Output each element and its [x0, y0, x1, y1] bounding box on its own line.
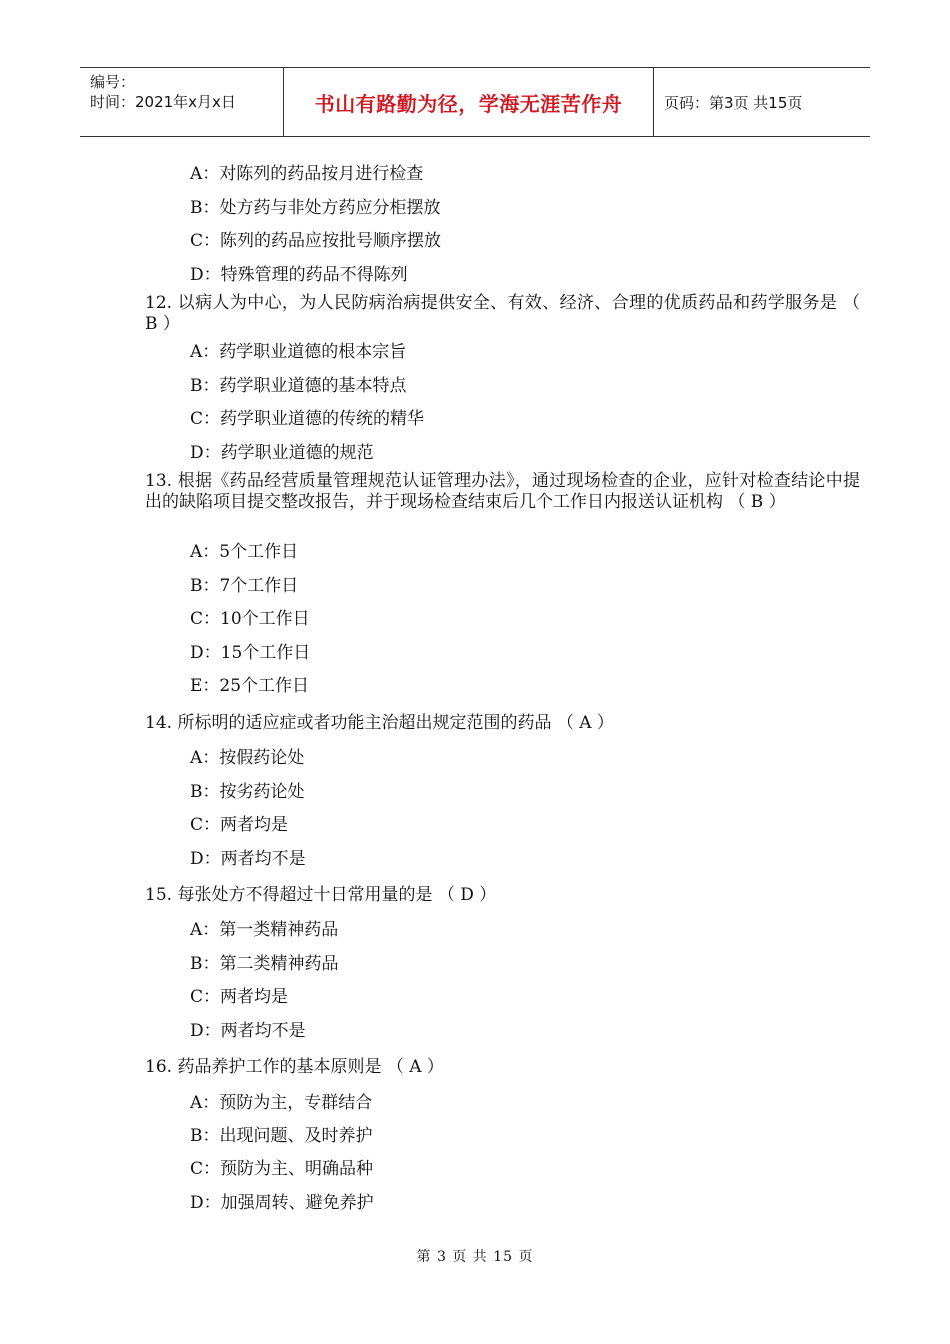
- option: B：第二类精神药品: [190, 954, 339, 974]
- option: A：预防为主，专群结合: [190, 1093, 373, 1113]
- option: D：15个工作日: [190, 643, 311, 663]
- option: C：药学职业道德的传统的精华: [190, 409, 425, 429]
- question-13: 13. 根据《药品经营质量管理规范认证管理办法》，通过现场检查的企业，应针对检查结论中提出的缺陷项目提交整改报告，并于现场检查结束后几个工作日内报送认证机构 （ B ）: [145, 471, 860, 512]
- question-12: 12. 以病人为中心，为人民防病治病提供安全、有效、经济、合理的优质药品和药学服务是 （ B ）: [145, 293, 860, 334]
- question-16: 16. 药品养护工作的基本原则是 （ A ）: [145, 1057, 444, 1077]
- option: C：预防为主、明确品种: [190, 1159, 374, 1179]
- option: A：第一类精神药品: [190, 920, 339, 940]
- option: D：两者均不是: [190, 1021, 306, 1041]
- option: A：药学职业道德的根本宗旨: [190, 342, 407, 362]
- option: B：7个工作日: [190, 576, 299, 596]
- option: B：药学职业道德的基本特点: [190, 376, 407, 396]
- page-header: [80, 67, 870, 137]
- question-14: 14. 所标明的适应症或者功能主治超出规定范围的药品 （ A ）: [145, 713, 614, 733]
- option: A：按假药论处: [190, 748, 305, 768]
- option: C：陈列的药品应按批号顺序摆放: [190, 231, 442, 251]
- header-meta: [80, 68, 283, 136]
- question-15: 15. 每张处方不得超过十日常用量的是 （ D ）: [145, 885, 497, 905]
- option: C：两者均是: [190, 815, 289, 835]
- date-label: 时间：2021年x月x日: [90, 93, 236, 111]
- option: B：处方药与非处方药应分柜摆放: [190, 198, 441, 218]
- option: D：加强周转、避免养护: [190, 1193, 374, 1213]
- page-footer: 第 3 页 共 15 页: [416, 1249, 534, 1265]
- option: B：出现问题、及时养护: [190, 1126, 373, 1146]
- option: E：25个工作日: [190, 676, 310, 696]
- option: D：两者均不是: [190, 849, 306, 869]
- option: D：特殊管理的药品不得陈列: [190, 265, 408, 285]
- header-motto: 书山有路勤为径，学海无涯苦作舟: [283, 68, 654, 136]
- option: C：10个工作日: [190, 609, 310, 629]
- number-label: 编号：: [90, 73, 136, 91]
- option: A：对陈列的药品按月进行检查: [190, 164, 424, 184]
- header-page-info: 页码：第3页 共15页: [664, 93, 803, 112]
- option: A：5个工作日: [190, 542, 299, 562]
- option: C：两者均是: [190, 987, 289, 1007]
- option: B：按劣药论处: [190, 782, 305, 802]
- option: D：药学职业道德的规范: [190, 443, 374, 463]
